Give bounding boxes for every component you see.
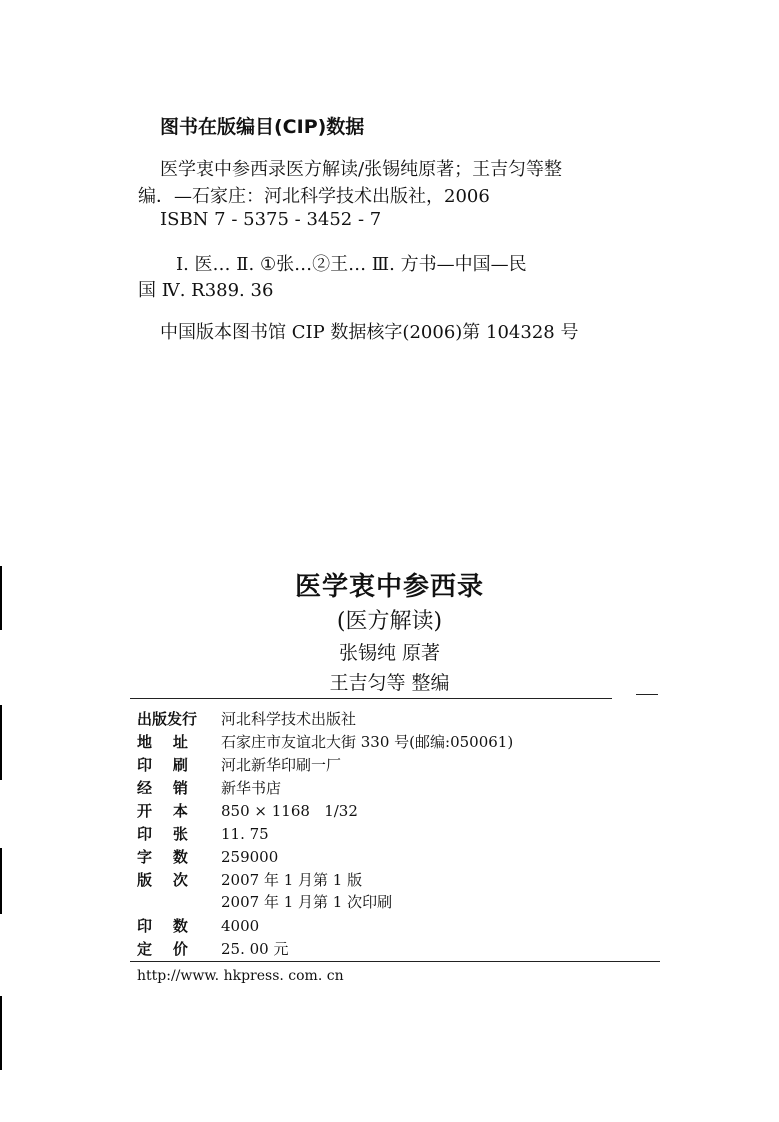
colophon-row — [137, 846, 278, 867]
book-subtitle: (医方解读) — [336, 609, 443, 634]
colophon-value: 2007 年 1 月第 1 次印刷 — [221, 893, 393, 911]
colophon-key: 印 刷 — [137, 756, 188, 774]
colophon-bottom-rule — [130, 961, 660, 962]
cip-data-number: 中国版本图书馆 CIP 数据核字(2006)第 104328 号 — [160, 322, 579, 343]
colophon-row — [137, 777, 281, 798]
book-editor: 王吉匀等 整编 — [329, 672, 450, 694]
colophon-key: 印 张 — [137, 825, 188, 843]
cip-classification-line-2: 国 Ⅳ. R389. 36 — [138, 280, 274, 301]
colophon-value: 石家庄市友谊北大街 330 号(邮编:050061) — [221, 733, 514, 751]
publisher-url: http://www. hkpress. com. cn — [137, 968, 344, 984]
colophon-key: 印 数 — [137, 917, 188, 935]
colophon-top-rule — [130, 698, 612, 699]
cip-line-2: 编．—石家庄：河北科学技术出版社，2006 — [138, 186, 490, 207]
book-title: 医学衷中参西录 — [294, 572, 484, 602]
colophon-value: 25. 00 元 — [221, 940, 289, 958]
colophon-row — [137, 869, 362, 890]
cip-classification-line-1: Ⅰ. 医… Ⅱ. ①张…②王… Ⅲ. 方书—中国—民 — [176, 254, 527, 275]
scan-edge-mark — [0, 996, 2, 1070]
colophon-key: 开 本 — [137, 802, 188, 820]
colophon-value: 4000 — [221, 917, 260, 935]
colophon-top-rule-stub — [636, 694, 658, 695]
cip-heading: 图书在版编目(CIP)数据 — [160, 116, 365, 138]
colophon-row — [137, 754, 341, 775]
scan-edge-mark — [0, 848, 2, 914]
colophon-row — [137, 938, 288, 959]
colophon-key: 字 数 — [137, 848, 188, 866]
colophon-row — [137, 915, 259, 936]
colophon-key: 版 次 — [137, 871, 188, 889]
colophon-row — [137, 891, 392, 912]
colophon-value: 新华书店 — [221, 779, 282, 797]
colophon-value: 2007 年 1 月第 1 版 — [221, 871, 363, 889]
colophon-row — [137, 800, 358, 821]
colophon-value: 850 × 1168 1/32 — [221, 802, 358, 820]
colophon-value: 河北科学技术出版社 — [221, 710, 357, 728]
cip-isbn: ISBN 7 - 5375 - 3452 - 7 — [160, 209, 382, 230]
scan-edge-mark — [0, 705, 2, 780]
colophon-value: 259000 — [221, 848, 279, 866]
book-author: 张锡纯 原著 — [338, 642, 441, 664]
cip-line-1: 医学衷中参西录医方解读/张锡纯原著；王吉匀等整 — [160, 159, 563, 180]
colophon-row — [137, 708, 356, 729]
colophon-row — [137, 823, 269, 844]
colophon-key: 地 址 — [137, 733, 188, 751]
colophon-row — [137, 731, 513, 752]
colophon-key: 经 销 — [137, 779, 188, 797]
colophon-key: 定 价 — [137, 940, 188, 958]
colophon-value: 11. 75 — [221, 825, 269, 843]
colophon-value: 河北新华印刷一厂 — [221, 756, 342, 774]
colophon-key: 出版发行 — [137, 710, 198, 728]
